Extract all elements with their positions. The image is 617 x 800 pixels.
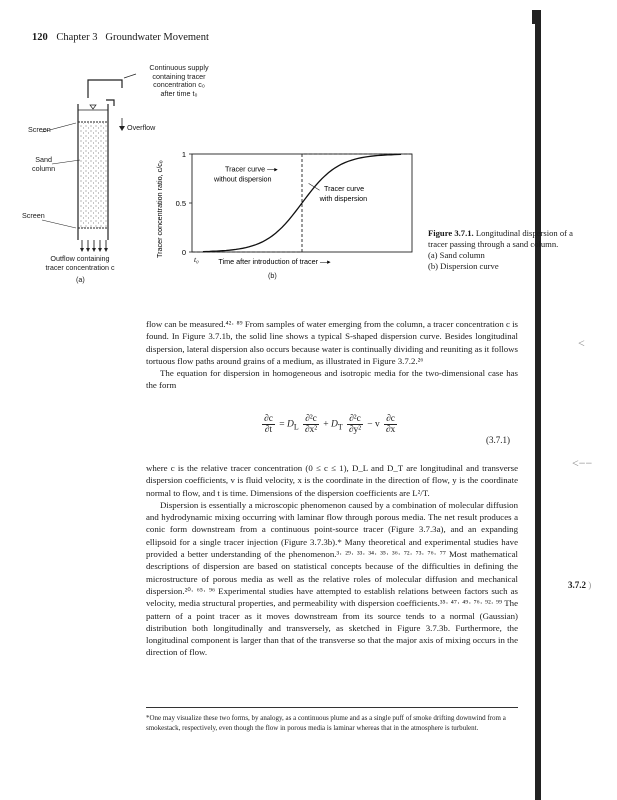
equation-number: (3.7.1)	[486, 435, 510, 445]
chapter-label: Chapter 3	[56, 32, 98, 43]
caption-line-a: (a) Sand column	[428, 250, 485, 260]
panel-b-label: (b)	[268, 271, 277, 280]
y-tick-label: 0.5	[175, 199, 186, 208]
footnote-rule	[146, 707, 518, 708]
eq-term-1: $\frac{\text{∂²c}}{\text{∂x²}}$	[304, 414, 318, 435]
eq-dt-sub: T	[337, 422, 343, 432]
sand-fill	[79, 123, 107, 228]
eq-dl-sub: L	[293, 422, 299, 432]
panel-a-label: (a)	[76, 275, 85, 284]
paragraph-2: The equation for dispersion in homogeneous and isotropic media for the two-dimensional case has the form	[146, 368, 518, 391]
eq-plus: +	[323, 419, 329, 430]
chapter-title: Groundwater Movement	[105, 32, 209, 43]
sand-column-label	[32, 156, 55, 173]
paragraph-3: where c is the relative tracer concentration (0 ≤ c ≤ 1), D_L and D_T are longitudinal and transverse dispersion coefficients, v is fluid velocity, x is the coordinate in the direction of flow, y is the coordinate normal to flow, and t is time. Dimensions of the dispersion coefficients are L²/T.	[146, 463, 518, 498]
eq-lhs: $\frac{\partial c}{\partial t}$	[264, 414, 273, 435]
running-head	[32, 32, 209, 43]
caption-line-b: (b) Dispersion curve	[428, 261, 499, 271]
sand-leader	[52, 160, 80, 164]
overflow-arrowhead	[119, 126, 125, 131]
margin-section-number: 3.7.2 )	[568, 580, 592, 590]
figure-b-dispersion-chart	[140, 140, 420, 290]
y-tick-label: 0	[181, 248, 186, 257]
supply-label-line-2: containing tracer	[152, 71, 206, 81]
y-axis-label: Tracer concentration ratio, c/c₀	[155, 160, 164, 258]
supply-leader	[124, 74, 136, 78]
binding-spine-top	[532, 10, 535, 24]
margin-mark-1: <	[578, 336, 585, 350]
screen-top-label: Screen	[28, 125, 51, 134]
water-level-marker	[90, 105, 96, 109]
page-number: 120	[32, 32, 48, 43]
y-tick-label: 1	[181, 150, 186, 159]
supply-pipe	[88, 80, 122, 98]
supply-label-line-3: concentration c₀	[153, 80, 205, 89]
outflow-label-line-1: Outflow containing	[50, 254, 110, 263]
screen-bottom-label: Screen	[22, 211, 45, 220]
footnote: *One may visualize these two forms, by analogy, as a continuous plume and as a single puff of smoke drifting downwind from a smokestack, respectively, even though the flow in porous media is laminar whereas that in the atmosphere is turbulent.	[146, 714, 506, 732]
paragraph-4: Dispersion is essentially a microscopic phenomenon caused by a combination of molecular diffusion and hydrodynamic mixing occurring with laminar flow through porous media. The net result produces a conic form downstream from a continuous point-source tracer (Figure 3.7.3a), and an expanding ellipsoid for a single tracer injection (Figure 3.7.3b).* Many theoretical and experimental studies have provided a better understanding of the phenomenon.³· ²⁹· ³³· ³⁴· ³⁵· ³⁶· ⁷²· ⁷³· ⁷⁶· ⁷⁷ Most mathematical descriptions of dispersion are based on statistical concepts because of the difficulties in defining the microstructure of porous media as well as the relative roles of molecular diffusion and mechanical dispersion.²⁰· ⁶⁵· ⁹⁶ Experimental studies have attempted to establish relations between factors such as velocity, media structural properties, and permeability with dispersion coefficients.³⁵· ⁴⁷· ⁴⁹· ⁷⁶· ⁹²· ⁹⁹ The pattern of a point tracer as it moves downstream from its source tends to a normal (Gaussian) distribution both longitudinally and transversely, as sketched in Figure 3.7.3b. Furthermore, the longitudinal component is larger than that of the transverse so that the major axis of mixing occurs in the direction of flow.	[146, 499, 518, 658]
sand-label-line-1: Sand	[35, 155, 52, 164]
sand-label-line-2: column	[32, 163, 56, 173]
x-axis-label: Time after introduction of tracer —▸	[218, 257, 331, 266]
eq-equals: =	[279, 419, 285, 430]
outflow-label	[30, 255, 130, 272]
eq-term-2: $\frac{\text{∂²c}}{\text{∂y²}}$	[348, 414, 362, 435]
eq-term-3: $\frac{\partial c}{\partial x}$	[385, 414, 396, 435]
binding-spine	[535, 10, 541, 800]
annotation-without-1: Tracer curve —▸	[225, 164, 278, 174]
x-tick-label: t₀	[194, 255, 199, 264]
supply-label-line-1: Continuous supply	[149, 63, 209, 72]
annotation-with-1: Tracer curve	[324, 184, 365, 194]
caption-label: Figure 3.7.1.	[428, 228, 474, 238]
screen-bottom-leader	[42, 220, 76, 228]
supply-label	[140, 64, 218, 98]
eq-dt: D	[331, 419, 338, 430]
overflow-pipe	[106, 100, 114, 106]
caption-text: Longitudinal dispersion of a tracer passing through a sand column.	[428, 228, 573, 249]
body-text-top	[146, 318, 518, 392]
annotation-with-leader	[309, 183, 320, 190]
body-text-bottom	[146, 462, 518, 659]
annotation-without-2: without dispersion	[214, 174, 272, 184]
eq-minus-v: − v	[367, 419, 380, 430]
figure-caption	[428, 228, 588, 272]
equation-3-7-1	[260, 414, 399, 435]
eq-dl: D	[287, 419, 294, 430]
margin-mark-2: <−−	[572, 456, 593, 470]
supply-label-line-4: after time t₀	[160, 88, 198, 98]
paragraph-1: flow can be measured.⁴²· ⁸⁹ From samples of water emerging from the column, a tracer concentration c is found. In Figure 3.7.1b, the solid line shows a typical S-shaped dispersion curve. Besides longitudinal dispersion, lateral dispersion also occurs because water is continually dividing and reuniting as it follows tortuous flow paths around grains of a medium, as illustrated in Figure 3.7.2.²⁶	[146, 319, 518, 366]
overflow-label: Overflow	[127, 123, 156, 132]
outflow-label-line-2: tracer concentration c	[45, 262, 115, 272]
annotation-with-2: with dispersion	[319, 194, 368, 204]
